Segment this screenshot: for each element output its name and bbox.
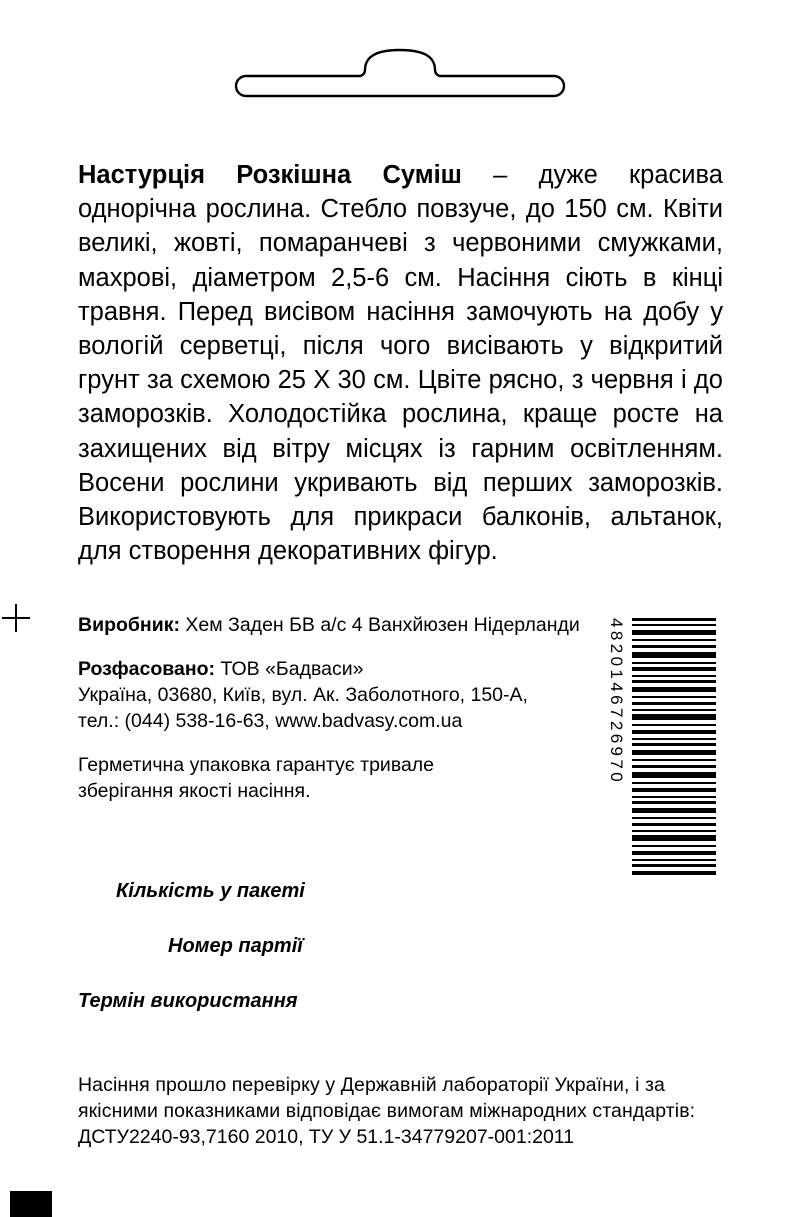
field-quantity-label: Кількість у пакеті — [116, 880, 305, 902]
info-block — [78, 612, 598, 804]
packer-row — [78, 656, 598, 734]
barcode — [607, 618, 716, 876]
storage-note — [78, 752, 598, 804]
barcode-icon — [628, 618, 716, 876]
write-in-fields — [78, 880, 678, 1013]
hanger-hole-area — [0, 0, 800, 130]
field-expiry-label: Термін використання — [78, 990, 298, 1012]
storage-note-line1: Герметична упаковка гарантує тривале — [78, 754, 435, 776]
packer-value: ТОВ «Бадваси» — [215, 658, 364, 680]
certification-footer — [78, 1072, 733, 1150]
certification-line3: ДСТУ2240-93,7160 2010, ТУ У 51.1-34779207-001:2011 — [78, 1126, 575, 1148]
packer-label: Розфасовано: — [78, 658, 216, 680]
product-description-text: – дуже красива однорічна рослина. Стебло повзуче, до 150 см. Квіти великі, жовті, помаранчеві з червоними смужками, махрові, діаметром 2,5-6 см. Насіння сіють в кінці травня. Перед висівом насіння замочують на добу у вологій серветці, після чого висівають у відкритий грунт за схемою 25 X 30 см. Цвіте рясно, з червня і до заморозків. Холодостійка рослина, краще росте на захищених від вітру місцях із гарним освітленням. Восени рослини укривають від перших заморозків. Використовують для прикраси балконів, альтанок, для створення декоративних фігур. — [78, 161, 723, 566]
manufacturer-value: Хем Заден БВ а/с 4 Ванхйюзен Нідерланди — [179, 614, 580, 636]
crop-mark-icon — [2, 604, 30, 632]
packer-address: Україна, 03680, Київ, вул. Ак. Заболотного, 150-А, — [78, 684, 528, 706]
certification-line2: якісними показниками відповідає вимогам міжнародних стандартів: — [78, 1100, 696, 1122]
product-description — [78, 158, 723, 568]
barcode-digits: 4820146726970 — [607, 618, 626, 786]
manufacturer-label: Виробник: — [78, 614, 180, 636]
manufacturer-row — [78, 612, 598, 638]
packer-contact: тел.: (044) 538-16-63, www.badvasy.com.ua — [78, 710, 463, 732]
product-title: Настурція Розкішна Суміш — [78, 161, 462, 189]
hanger-hole-icon — [0, 0, 800, 130]
packer-line — [78, 656, 598, 682]
storage-note-line2: зберігання якості насіння. — [78, 780, 311, 802]
certification-line1: Насіння прошло перевірку у Державній лабораторії України, і за — [78, 1074, 666, 1096]
registration-mark — [10, 1191, 52, 1217]
field-batch-label: Номер партії — [168, 935, 303, 957]
